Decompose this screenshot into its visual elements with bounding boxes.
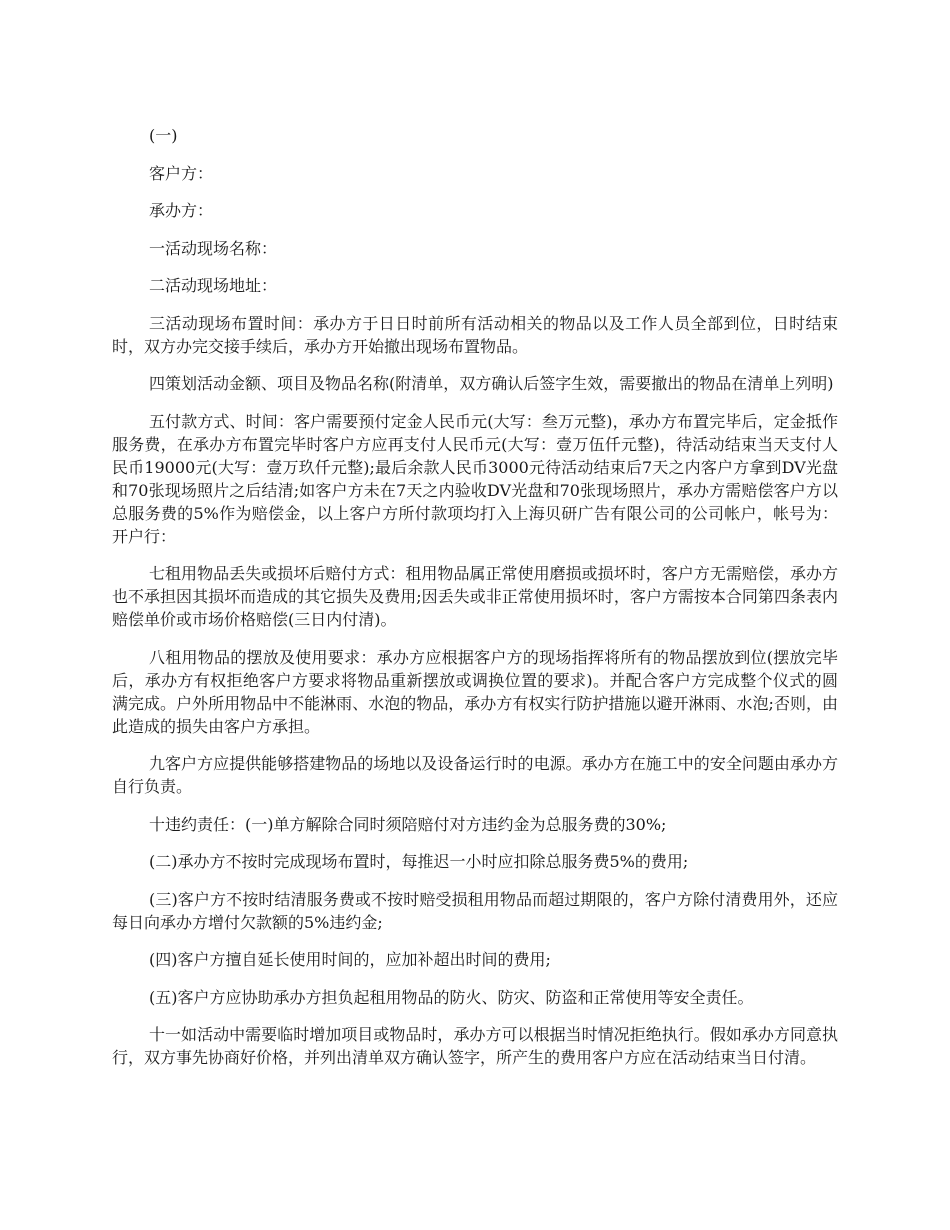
clause-breach-1: 十违约责任：(一)单方解除合同时须陪赔付对方违约金为总服务费的30%;	[149, 814, 667, 834]
clause-loss-compensation: 七租用物品丢失或损坏后赔付方式：租用物品属正常使用磨损或损坏时，客户方无需赔偿，承办方也不承担因其损坏而造成的其它损失及费用;因丢失或非正常使用损坏时，客户方需按本合同第四条表内赔偿单价或市场价格赔偿(三日内付清)。	[112, 564, 838, 629]
clause-breach-2: (二)承办方不按时完成现场布置时，每推迟一小时应扣除总服务费5%的费用;	[149, 852, 689, 871]
clause-breach-5: (五)客户方应协助承办方担负起租用物品的防火、防灾、防盗和正常使用等安全责任。	[149, 987, 754, 1007]
document-body	[112, 124, 838, 1084]
clause-payment: 五付款方式、时间：客户需要预付定金人民币元(大写：叁万元整)，承办方布置完毕后，定金抵作服务费，在承办方布置完毕时客户方应再支付人民币元(大写：壹万伍仟元整)，待活动结束当天支付人民币19000元(大写：壹万玖仟元整);最后余款人民币3000元待活动结束后7天之内客户方拿到DV光盘和70张现场照片之后结清;如客户方未在7天之内验收DV光盘和70张现场照片，承办方需赔偿客户方以总服务费的5%作为赔偿金，以上客户方所付款项均打入上海贝研广告有限公司的公司帐户，帐号为：开户行：	[112, 411, 838, 546]
clause-breach-4: (四)客户方擅自延长使用时间的，应加补超出时间的费用;	[149, 950, 551, 969]
organizer-party-field: 承办方：	[149, 201, 214, 220]
clause-placement-requirements: 八租用物品的摆放及使用要求：承办方应根据客户方的现场指挥将所有的物品摆放到位(摆放完毕后，承办方有权拒绝客户方要求将物品重新摆放或调换位置的要求)。并配合客户方完成整个仪式的圆满完成。户外所用物品中不能淋雨、水泡的物品，承办方有权实行防护措施以避开淋雨、水泡;否则，由此造成的损失由客户方承担。	[112, 647, 838, 736]
clause-setup-time: 三活动现场布置时间：承办方于日日时前所有活动相关的物品以及工作人员全部到位，日时结束时，双方办完交接手续后，承办方开始撤出现场布置物品。	[112, 313, 838, 356]
client-party-field: 客户方：	[149, 163, 214, 183]
clause-breach-3: (三)客户方不按时结清服务费或不按时赔受损租用物品而超过期限的，客户方除付清费用外，还应每日向承办方增付欠款额的5%违约金;	[112, 889, 838, 932]
clause-amount-items: 四策划活动金额、项目及物品名称(附清单，双方确认后签字生效，需要撤出的物品在清单上列明)	[149, 374, 834, 393]
venue-address-field: 二活动现场地址：	[149, 276, 278, 295]
clause-additional-items: 十一如活动中需要临时增加项目或物品时，承办方可以根据当时情况拒绝执行。假如承办方同意执行，双方事先协商好价格，并列出清单双方确认签字，所产生的费用客户方应在活动结束当日付清。	[112, 1025, 838, 1067]
clause-venue-power: 九客户方应提供能够搭建物品的场地以及设备运行时的电源。承办方在施工中的安全问题由承办方自行负责。	[112, 754, 838, 796]
venue-name-field: 一活动现场名称：	[149, 238, 278, 258]
section-heading: (一)	[149, 126, 178, 145]
